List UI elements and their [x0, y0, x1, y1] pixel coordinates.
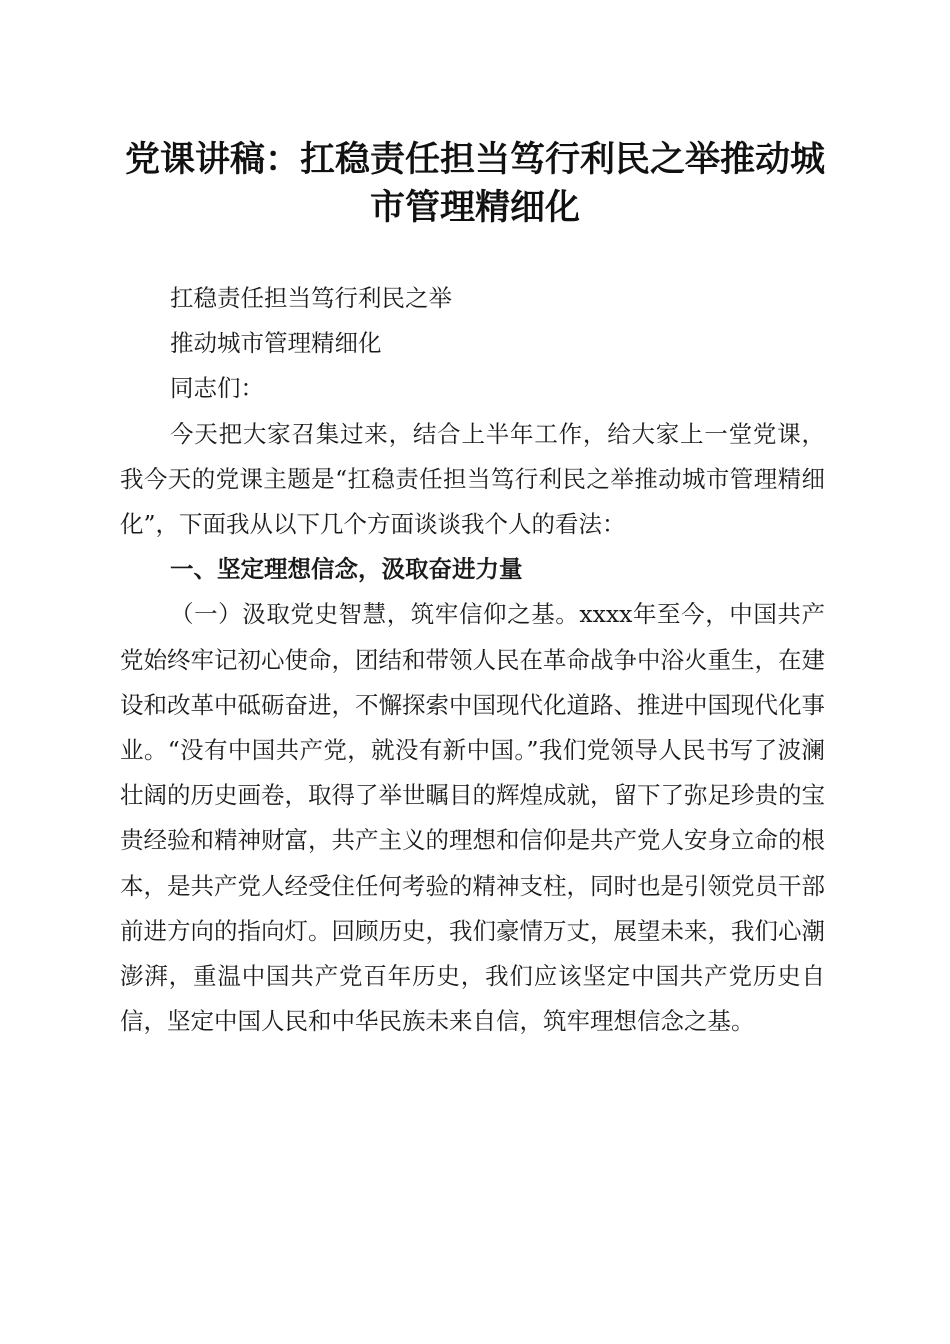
subtitle-line-1: 扛稳责任担当笃行利民之举	[170, 284, 452, 312]
section-1-sub-1-body: xxxx年至今，中国共产党始终牢记初心使命，团结和带领人民在革命战争中浴火重生，在建设和改革中砥砺奋进，不懈探索中国现代化道路、推进中国现代化事业。“没有中国共产党，就没有新中国。”我们党领导人民书写了波澜壮阔的历史画卷，取得了举世瞩目的辉煌成就，留下了弥足珍贵的宝贵经验和精神财富，共产主义的理想和信仰是共产党人安身立命的根本，是共产党人经受住任何考验的精神支柱，同时也是引领党员干部前进方向的指向灯。回顾历史，我们豪情万丈，展望未来，我们心潮澎湃，重温中国共产党百年历史，我们应该坚定中国共产党历史自信，坚定中国人民和中华民族未来自信，筑牢理想信念之基。	[120, 600, 826, 1036]
section-1-sub-1-lead: （一）汲取党史智慧，筑牢信仰之基。	[170, 600, 580, 629]
section-1-sub-1-paragraph	[120, 592, 825, 1044]
salutation: 同志们：	[170, 374, 264, 403]
document-title: 党课讲稿：扛稳责任担当笃行利民之举推动城市管理精细化	[124, 139, 825, 228]
section-1-heading: 一、坚定理想信念，汲取奋进力量	[170, 555, 523, 584]
document-body	[120, 276, 825, 1044]
intro-paragraph: 今天把大家召集过来，结合上半年工作，给大家上一堂党课，我今天的党课主题是“扛稳责任担当笃行利民之举推动城市管理精细化”，下面我从以下几个方面谈谈我个人的看法：	[120, 419, 825, 539]
subtitle-line-2: 推动城市管理精细化	[170, 329, 382, 358]
